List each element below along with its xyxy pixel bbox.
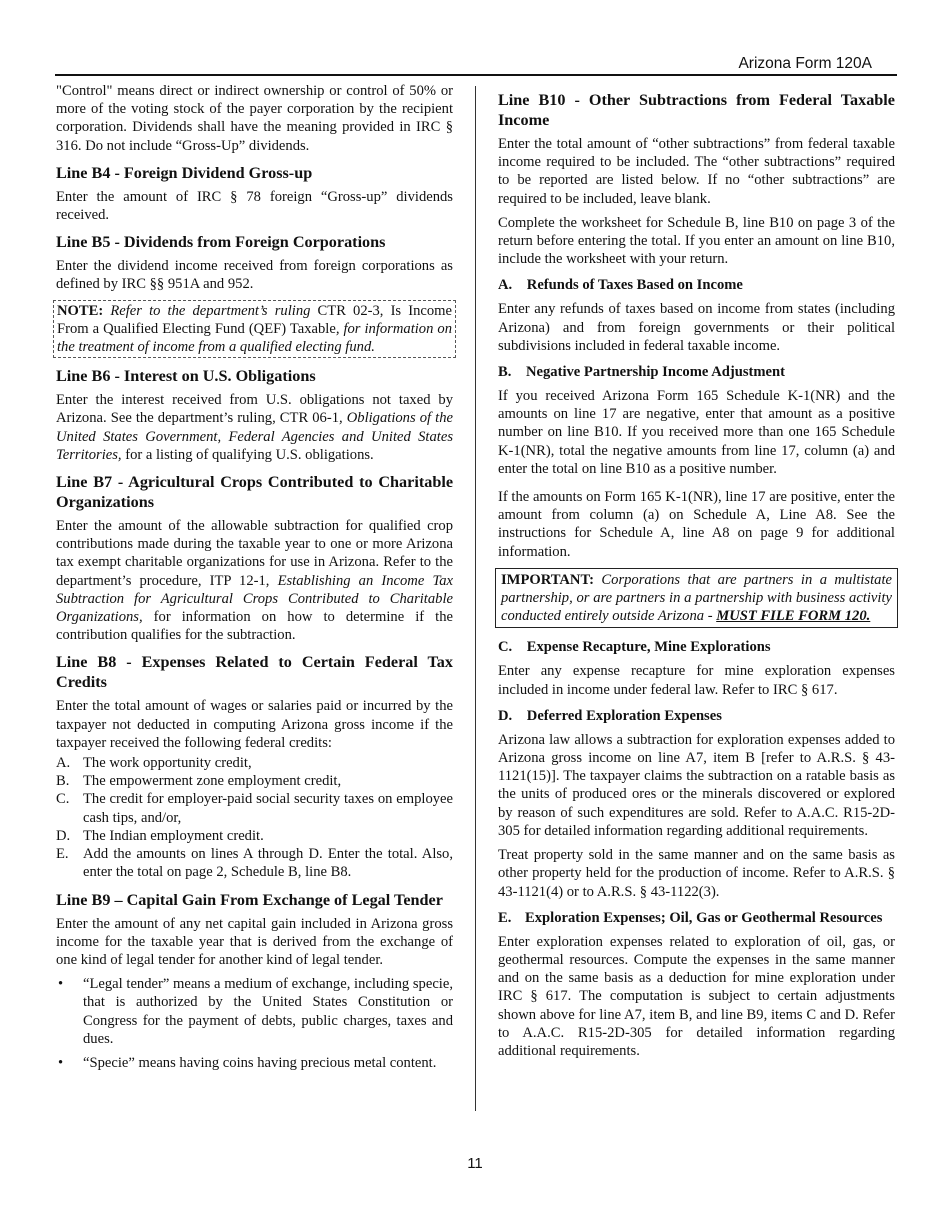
important-text: Corporations that are partners in a multistate partnership, or are partners in a partnership with business activity conducted entirely outside Arizona - bbox=[501, 571, 892, 625]
heading-item-d: D. Deferred Exploration Expenses bbox=[498, 707, 722, 724]
b8-credit-list bbox=[56, 754, 453, 881]
b6-text-3: for a listing of qualifying U.S. obligations. bbox=[121, 446, 374, 463]
list-text: The empowerment zone employment credit, bbox=[83, 773, 342, 790]
paragraph-line-b5: Enter the dividend income received from foreign corporations as defined by IRC §§ 951A and 952. bbox=[56, 258, 453, 293]
note-text-2: CTR 02-3, Is Income From a Qualified Electing Fund (QEF) Taxable bbox=[57, 302, 452, 337]
list-text: The credit for employer-paid social security taxes on employee cash tips, and/or, bbox=[83, 791, 453, 826]
b6-text-1: Enter the interest received from U.S. obligations not taxed by Arizona. See the department’s ruling, CTR 06-1 bbox=[56, 392, 453, 427]
page-number: 11 bbox=[467, 1155, 483, 1172]
paragraph-line-b10-2: Complete the worksheet for Schedule B, line B10 on page 3 of the return before entering the total. If you enter an amount on line B10, include the worksheet with your return. bbox=[498, 214, 895, 268]
heading-line-b4: Line B4 - Foreign Dividend Gross-up bbox=[56, 163, 313, 182]
list-marker: C. bbox=[56, 791, 70, 808]
heading-item-a: A. Refunds of Taxes Based on Income bbox=[498, 277, 743, 294]
paragraph-item-c: Enter any expense recapture for mine exploration expenses included in income under federal law. Refer to IRC § 617. bbox=[498, 663, 895, 698]
heading-line-b10: Line B10 - Other Subtractions from Federal Taxable Income bbox=[498, 91, 895, 129]
list-item bbox=[56, 1054, 453, 1072]
b9-definition-list bbox=[56, 975, 453, 1072]
bullet-icon: • bbox=[58, 1054, 64, 1071]
paragraph-line-b6 bbox=[56, 391, 453, 464]
note-box bbox=[53, 300, 456, 359]
heading-item-e bbox=[498, 909, 895, 927]
left-column bbox=[56, 82, 453, 1078]
column-divider bbox=[475, 86, 476, 1111]
list-item bbox=[56, 772, 453, 790]
note-label: NOTE: bbox=[57, 302, 104, 319]
b7-text-1: Enter the amount of the allowable subtraction for qualified crop contributions made during the taxable year to one or more Arizona tax exempt charitable organizations for use in Arizona. Refer to the department’s procedure, ITP 12-1, bbox=[56, 518, 453, 589]
heading-line-b9: Line B9 – Capital Gain From Exchange of Legal Tender bbox=[56, 890, 443, 909]
header-rule bbox=[55, 74, 897, 76]
heading-line-b5: Line B5 - Dividends from Foreign Corporations bbox=[56, 233, 386, 252]
list-marker: A. bbox=[56, 755, 71, 772]
paragraph-item-a: Enter any refunds of taxes based on income from states (including Arizona) and from foreign governments or their political subdivisions included in federal taxable income. bbox=[498, 301, 895, 354]
heading-line-b8: Line B8 - Expenses Related to Certain Federal Tax Credits bbox=[56, 653, 453, 692]
list-marker: E. bbox=[56, 846, 69, 863]
paragraph-line-b4: Enter the amount of IRC § 78 foreign “Gross-up” dividends received. bbox=[56, 188, 453, 224]
list-item bbox=[56, 827, 453, 845]
list-text: “Specie” means having coins having precious metal content. bbox=[83, 1054, 437, 1071]
heading-item-b: B. Negative Partnership Income Adjustment bbox=[498, 364, 785, 381]
list-text: Add the amounts on lines A through D. Enter the total. Also, enter the total on page 2, Schedule B, line B8. bbox=[83, 846, 453, 881]
list-marker: D. bbox=[56, 827, 71, 844]
form-title: Arizona Form 120A bbox=[738, 55, 872, 72]
control-paragraph: "Control" means direct or indirect ownership or control of 50% or more of the voting stock of the payer corporation by the recipient corporation. Dividends shall have the meaning provided in IRC § 316. Do not include “Gross-Up” dividends. bbox=[56, 83, 453, 154]
bullet-icon: • bbox=[58, 976, 64, 993]
paragraph-line-b10-1: Enter the total amount of “other subtractions” from federal taxable income required to be included. The “other subtractions” required to be reported are listed below. If no “other subtractions” are required to be included, leave blank. bbox=[498, 136, 895, 207]
important-box bbox=[495, 568, 898, 629]
item-e-marker: E. bbox=[498, 909, 512, 926]
paragraph-item-b-2: If the amounts on Form 165 K-1(NR), line 17 are positive, enter the amount from column (a) on Schedule A, Line A8. See the instructions for Schedule A, line A8 on page 9 for additional information. bbox=[498, 489, 895, 560]
b6-text-2: , Obligations of the United States Government, Federal Agencies and United States Territories, bbox=[56, 410, 453, 463]
list-marker: B. bbox=[56, 773, 70, 790]
heading-line-b6: Line B6 - Interest on U.S. Obligations bbox=[56, 367, 316, 386]
list-item bbox=[56, 790, 453, 826]
heading-line-b7: Line B7 - Agricultural Crops Contributed to Charitable Organizations bbox=[56, 473, 453, 512]
paragraph-line-b9: Enter the amount of any net capital gain included in Arizona gross income for the taxable year that is derived from the exchange of one kind of legal tender for another kind of legal tender. bbox=[56, 915, 453, 968]
paragraph-item-d-1: Arizona law allows a subtraction for exploration expenses added to Arizona gross income on line A7, item B [refer to A.R.S. § 43-1121(15)]. The taxpayer claims the subtraction on a ratable basis as the units of produced ores or the minerals discovered or explored by reason of such expenditures are sold. Refer to A.A.C. R15-2D-305 for detailed information regarding additional requirements. bbox=[498, 731, 895, 839]
list-item bbox=[56, 754, 453, 772]
list-text: The work opportunity credit, bbox=[83, 755, 252, 772]
b7-text-3: for information on how to determine if the contribution qualifies for the subtraction. bbox=[56, 609, 453, 644]
item-e-title: Exploration Expenses; Oil, Gas or Geothermal Resources bbox=[525, 909, 883, 926]
important-label: IMPORTANT: bbox=[501, 571, 594, 588]
note-text-1: Refer to the department’s ruling bbox=[110, 302, 311, 319]
paragraph-item-b-1: If you received Arizona Form 165 Schedule K-1(NR) and the amounts on line 17 are negative, enter that amount as a positive number on line B10. If you received more than one 165 Schedule K-1(NR), total the negative amounts from line 17, column (a) and enter the total on line B10 as a positive number. bbox=[498, 388, 895, 477]
heading-item-c: C. Expense Recapture, Mine Explorations bbox=[498, 639, 771, 656]
list-item bbox=[56, 975, 453, 1048]
list-item bbox=[56, 845, 453, 881]
important-must-file: MUST FILE FORM 120. bbox=[716, 608, 871, 625]
note-text-3: , for information on the treatment of income from a qualified electing fund. bbox=[57, 320, 452, 356]
paragraph-line-b7 bbox=[56, 517, 453, 644]
paragraph-line-b8: Enter the total amount of wages or salaries paid or incurred by the taxpayer not deducted in computing Arizona gross income if the taxpayer received the following federal credits: bbox=[56, 698, 453, 751]
right-column bbox=[498, 82, 895, 1066]
b7-text-2: Establishing an Income Tax Subtraction for Agricultural Crops Contributed to Charitable Organizations, bbox=[56, 572, 453, 626]
list-text: “Legal tender” means a medium of exchange, including specie, that is authorized by the United States Constitution or Congress for the payment of debts, public charges, taxes and dues. bbox=[83, 976, 453, 1047]
list-text: The Indian employment credit. bbox=[83, 827, 264, 844]
paragraph-item-e: Enter exploration expenses related to exploration of oil, gas, or geothermal resources. Compute the expenses in the same manner and on the same basis as a deduction for mine exploration under IRC § 617. The computation is subject to certain adjustments shown above for line A7, item B, and line B9, items C and D. Refer to A.A.C. R15-2D-305 for detailed information regarding additional requirements. bbox=[498, 933, 895, 1059]
paragraph-item-d-2: Treat property sold in the same manner and on the same basis as other property held for the production of income. Refer to A.R.S. § 43-1121(4) or to A.R.S. § 43-1122(3). bbox=[498, 847, 895, 900]
